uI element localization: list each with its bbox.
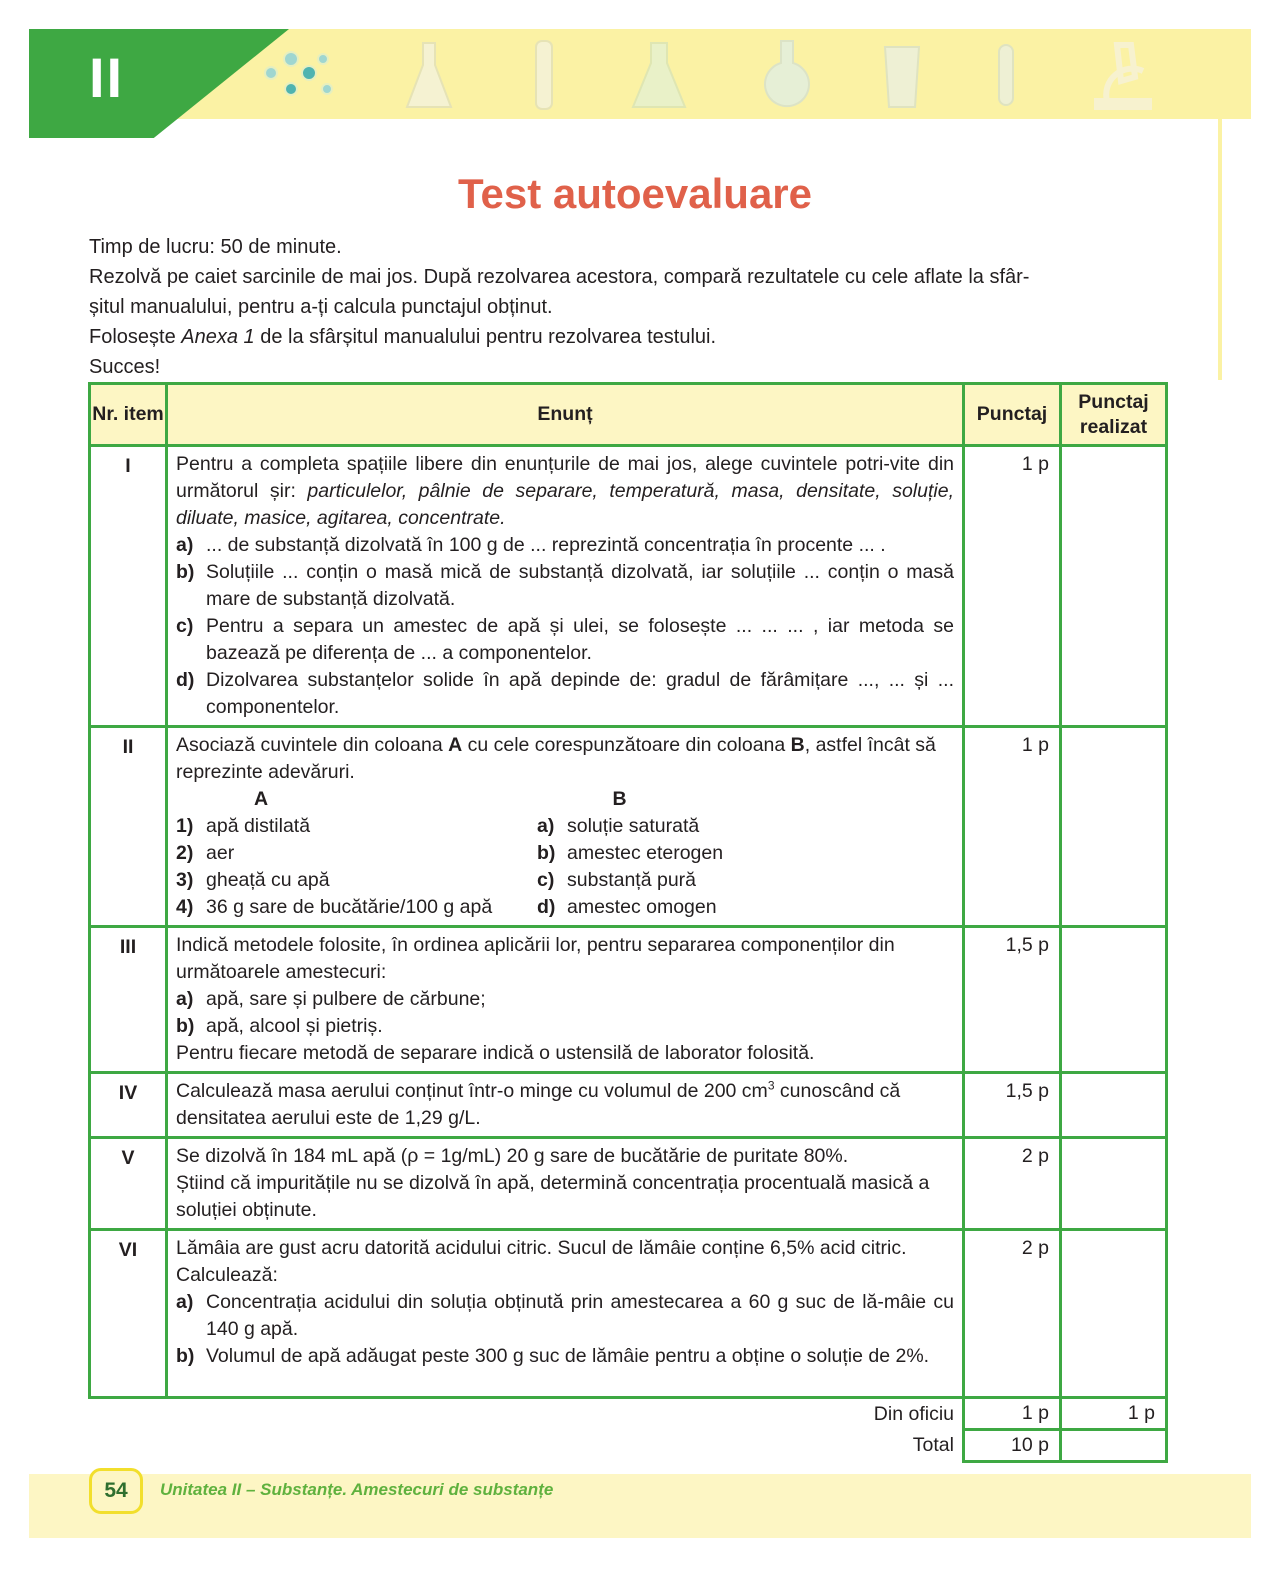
item-score-cell [1061, 727, 1167, 927]
sub-item-label: c) [176, 615, 194, 637]
test-table [88, 382, 1168, 1463]
item-score-cell [1061, 1138, 1167, 1230]
total-points: 10 p [964, 1430, 1061, 1462]
item-statement [167, 1138, 964, 1230]
item-iv-text-b: cunoscând că densitatea aerului este de 1,29 g/L. [176, 1080, 901, 1129]
sub-item-label: b) [176, 1015, 195, 1037]
sub-item [176, 613, 954, 667]
item-number: I [90, 446, 167, 727]
item-number: II [90, 727, 167, 927]
sub-item-text: Pentru a separa un amestec de apă și ulei, se folosește ... ... ... , iar metoda se bazează pe diferența de ... a componentelor. [206, 615, 954, 664]
sub-item-label: a) [176, 534, 194, 556]
table-row [90, 1138, 1167, 1230]
list-item-text: 36 g sare de bucătărie/100 g apă [206, 896, 493, 918]
sub-item-label: a) [176, 1291, 194, 1313]
item-score-cell [1061, 446, 1167, 727]
table-row [90, 1073, 1167, 1138]
list-item-label: 2) [176, 842, 194, 864]
column-b-header: B [612, 788, 627, 810]
table-row [90, 927, 1167, 1073]
table-header-row [90, 384, 1167, 446]
page-title: Test autoevaluare [457, 170, 813, 217]
column-b-ref: B [790, 734, 805, 756]
page-header [29, 29, 1251, 138]
item-points: 1 p [964, 446, 1061, 727]
list-item-text: substanță pură [567, 869, 697, 891]
sub-item [176, 1013, 954, 1040]
item-score-cell [1061, 1073, 1167, 1138]
column-a-header: A [253, 788, 269, 810]
item-score-cell [1061, 1230, 1167, 1398]
list-item [176, 813, 537, 840]
item-number: VI [90, 1230, 167, 1398]
sub-item-text: Dizolvarea substanțelor solide în apă depinde de: gradul de fărâmițare ..., ... și ... componentelor. [206, 669, 954, 718]
column-b [537, 786, 937, 921]
item-i-intro-text: Pentru a completa spațiile libere din enunțurile de mai jos, alege cuvintele potri-vite din următorul șir: [176, 453, 954, 502]
page-number: 54 [89, 1468, 143, 1514]
sub-item [176, 559, 954, 613]
beaker-icon [877, 37, 927, 117]
sub-item-label: b) [176, 1345, 195, 1367]
intro-line3: șitul manualului, pentru a-ți calcula punctajul obținut. [89, 296, 553, 318]
intro-anexa-name: Anexa 1 [181, 326, 255, 348]
item-number: IV [90, 1073, 167, 1138]
list-item-label: a) [537, 815, 555, 837]
item-ii-intro [176, 732, 954, 786]
item-v-line1: Se dizolvă în 184 mL apă (ρ = 1g/mL) 20 g sare de bucătărie de puritate 80%. [176, 1145, 849, 1167]
conical-flask-icon [399, 37, 459, 117]
oficiu-row [90, 1398, 1167, 1430]
list-item-label: c) [537, 869, 555, 891]
item-iii-intro: Indică metodele folosite, în ordinea aplicării lor, pentru separarea componenților din următoarele amestecuri: [176, 934, 895, 983]
item-iii-outro: Pentru fiecare metodă de separare indică o ustensilă de laborator folosită. [176, 1042, 815, 1064]
oficiu-realizat: 1 p [1061, 1398, 1167, 1430]
item-points: 1,5 p [964, 1073, 1061, 1138]
item-iv-superscript: 3 [767, 1078, 775, 1093]
list-item-text: amestec eterogen [567, 842, 724, 864]
erlenmeyer-flask-icon [629, 37, 689, 117]
header-right-edge [1218, 90, 1222, 380]
sub-item-label: a) [176, 988, 194, 1010]
list-item [537, 840, 937, 867]
item-ii-intro-c: , astfel încât să reprezinte adevăruri. [176, 734, 936, 783]
item-points: 2 p [964, 1138, 1061, 1230]
header-enunt: Enunț [167, 384, 964, 446]
total-realizat [1061, 1430, 1167, 1462]
item-statement [167, 1073, 964, 1138]
table-row [90, 1230, 1167, 1398]
list-item-label: 3) [176, 869, 194, 891]
list-item-text: amestec omogen [567, 896, 717, 918]
list-item-label: b) [537, 842, 556, 864]
item-statement [167, 446, 964, 727]
item-statement [167, 927, 964, 1073]
sub-item-text: Soluțiile ... conțin o masă mică de substanță dizolvată, iar soluțiile ... conțin o masă mare de substanță dizolvată. [206, 561, 954, 610]
intro-anexa [89, 322, 1169, 352]
total-row [90, 1430, 1167, 1462]
sub-item-text: ... de substanță dizolvată în 100 g de ... reprezintă concentrația în procente ... . [206, 534, 886, 556]
sub-item [176, 1343, 954, 1370]
intro-time: Timp de lucru: 50 de minute. [89, 236, 342, 258]
oficiu-label: Din oficiu [90, 1398, 964, 1430]
item-i-intro [176, 451, 954, 532]
oficiu-points: 1 p [964, 1398, 1061, 1430]
test-tube-icon [987, 37, 1027, 117]
list-item [176, 867, 537, 894]
list-item [176, 840, 537, 867]
sub-item [176, 986, 954, 1013]
list-item-text: apă distilată [206, 815, 311, 837]
item-ii-intro-a: Asociază cuvintele din coloana [176, 734, 449, 756]
item-number: V [90, 1138, 167, 1230]
sub-item-label: b) [176, 561, 195, 583]
microscope-icon [1087, 37, 1157, 117]
table-row [90, 446, 1167, 727]
table-row [90, 727, 1167, 927]
list-item-text: gheață cu apă [206, 869, 330, 891]
intro-line2: Rezolvă pe caiet sarcinile de mai jos. După rezolvarea acestora, compară rezultatele cu cele aflate la sfâr- [89, 266, 1030, 288]
list-item-text: aer [206, 842, 235, 864]
header-punctaj-realizat: Punctaj realizat [1061, 384, 1167, 446]
list-item-label: 1) [176, 815, 194, 837]
list-item [537, 813, 937, 840]
column-a [176, 786, 537, 921]
list-item [537, 894, 937, 921]
item-iv-text-a: Calculează masa aerului conținut într-o minge cu volumul de 200 cm [176, 1080, 768, 1102]
list-item-label: d) [537, 896, 556, 918]
intro-line4c: de la sfârșitul manualului pentru rezolvarea testului. [254, 326, 717, 348]
item-points: 2 p [964, 1230, 1061, 1398]
sub-item [176, 1289, 954, 1343]
item-points: 1 p [964, 727, 1061, 927]
item-statement [167, 727, 964, 927]
header-nr-item: Nr. item [90, 384, 167, 446]
intro-line4a: Folosește [89, 326, 182, 348]
sub-item [176, 667, 954, 721]
sub-item-text: Concentrația acidului din soluția obținută prin amestecarea a 60 g suc de lă-mâie cu 140 g apă. [206, 1291, 954, 1340]
round-flask-icon [757, 37, 817, 117]
header-punctaj: Punctaj [964, 384, 1061, 446]
intro-success: Succes! [89, 356, 161, 378]
running-title: Unitatea II – Substanțe. Amestecuri de substanțe [160, 1480, 554, 1499]
list-item [537, 867, 937, 894]
thermometer-icon [524, 37, 564, 117]
unit-number: II [89, 46, 125, 109]
total-label: Total [912, 1434, 954, 1456]
item-score-cell [1061, 927, 1167, 1073]
list-item-text: soluție saturată [567, 815, 700, 837]
intro-text [89, 232, 1169, 382]
item-v-line2: Știind că impuritățile nu se dizolvă în apă, determină concentrația procentuală masică a soluției obținute. [176, 1172, 930, 1221]
sub-item-label: d) [176, 669, 195, 691]
sub-item-text: apă, alcool și pietriș. [206, 1015, 383, 1037]
association-columns [176, 786, 954, 921]
sub-item [176, 532, 954, 559]
sub-item-text: Volumul de apă adăugat peste 300 g suc de lămâie pentru a obține o soluție de 2%. [206, 1345, 930, 1367]
item-points: 1,5 p [964, 927, 1061, 1073]
molecule-icon [257, 37, 337, 107]
column-a-ref: A [448, 734, 463, 756]
item-vi-intro: Lămâia are gust acru datorită acidului citric. Sucul de lămâie conține 6,5% acid citric. Calculează: [176, 1237, 907, 1286]
item-i-word-list: particulelor, pâlnie de separare, temperatură, masa, densitate, soluție, diluate, masice, agitarea, concentrate. [176, 480, 954, 529]
list-item [176, 894, 537, 921]
sub-item-text: apă, sare și pulbere de cărbune; [206, 988, 486, 1010]
item-number: III [90, 927, 167, 1073]
item-ii-intro-b: cu cele corespunzătoare din coloana [462, 734, 791, 756]
item-statement [167, 1230, 964, 1398]
intro-instructions [89, 262, 1169, 322]
list-item-label: 4) [176, 896, 194, 918]
